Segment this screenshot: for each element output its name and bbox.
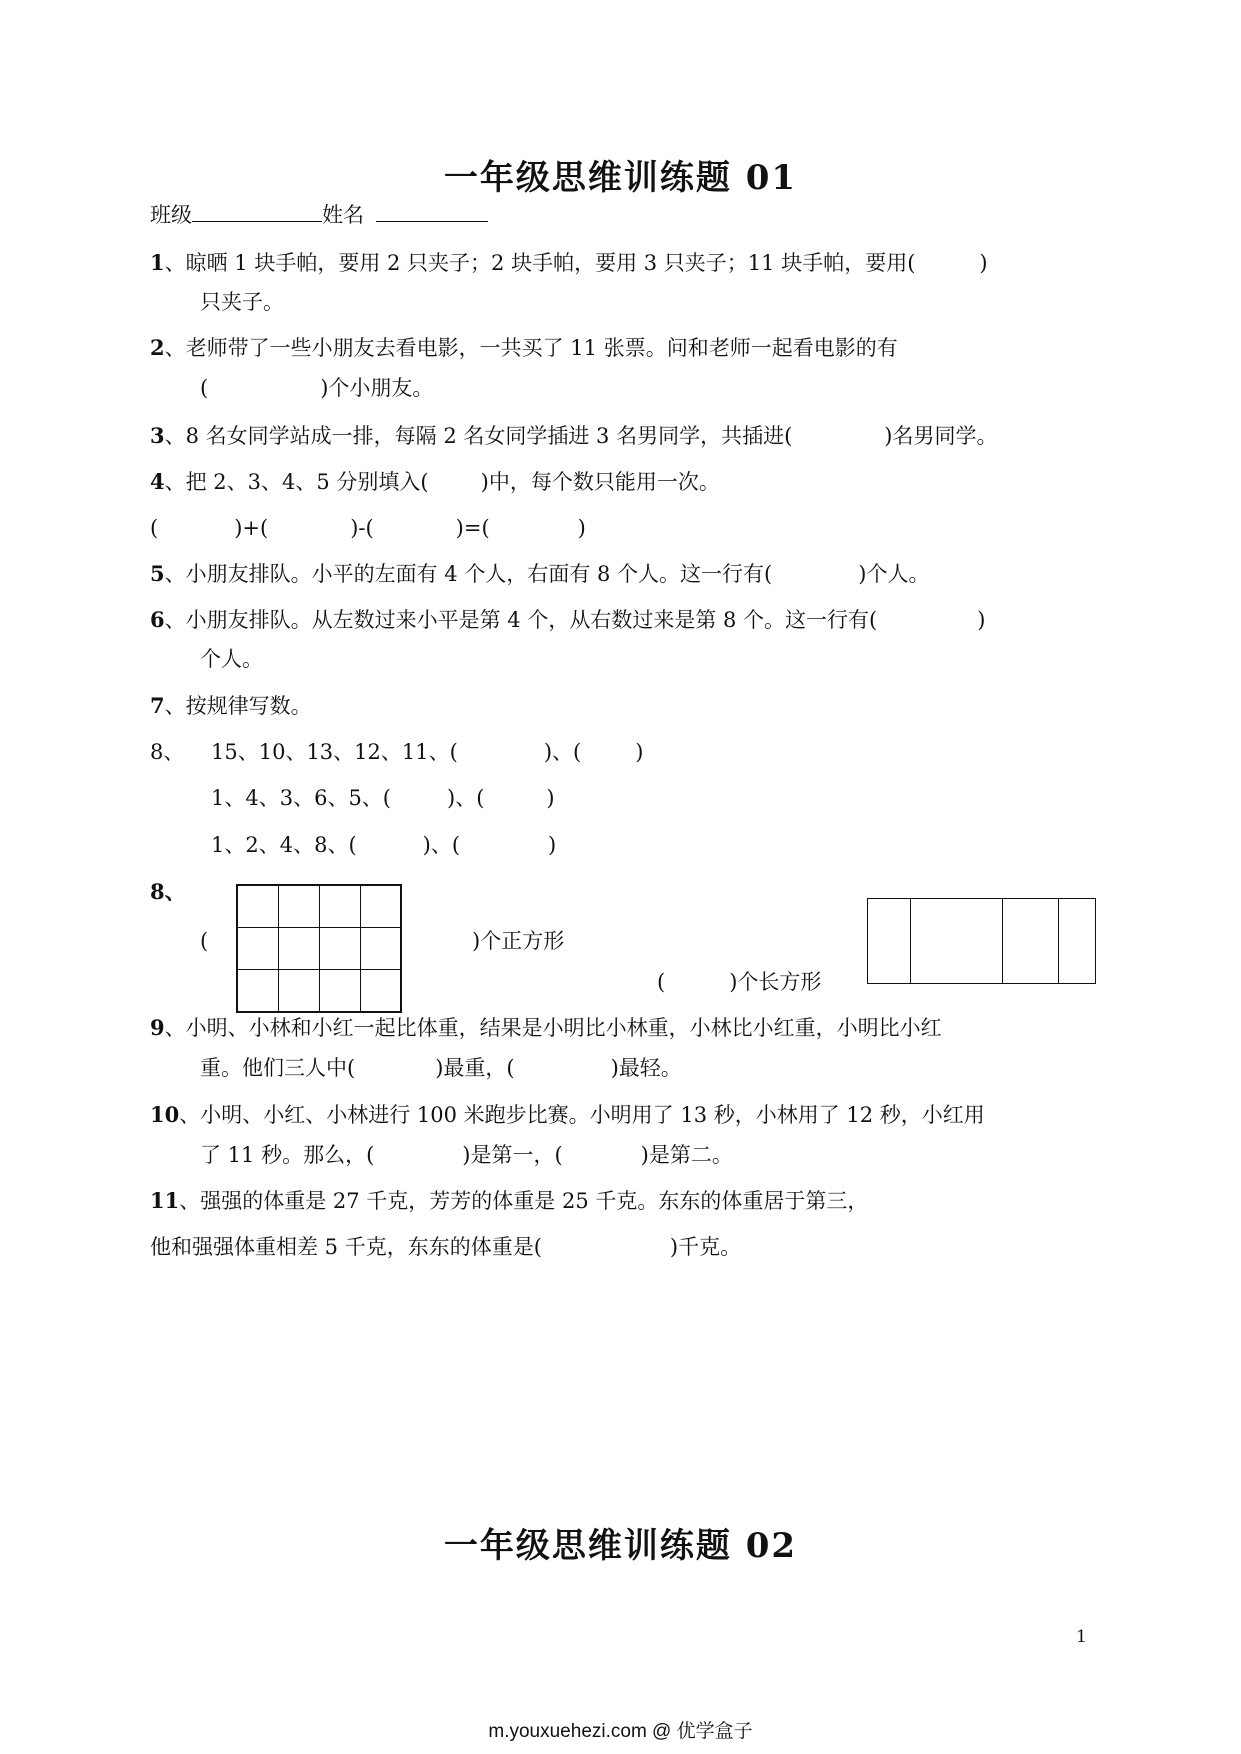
question-number: 2 xyxy=(150,335,165,360)
question-6 xyxy=(150,606,985,634)
question-number: 11 xyxy=(150,1188,180,1213)
question-text: 了 11 秒。那么，( xyxy=(200,1143,375,1167)
question-9-line2 xyxy=(200,1054,682,1082)
eq-part: ) xyxy=(577,516,586,540)
sequence-text: ) xyxy=(548,833,557,857)
question-6-line2: 个人。 xyxy=(200,647,263,671)
sequence-row-2 xyxy=(211,784,555,812)
question-text: 、晾晒 1 块手帕，要用 2 只夹子；2 块手帕，要用 3 只夹子；11 块手帕，要用( xyxy=(164,251,916,275)
question-number: 6 xyxy=(150,607,165,632)
question-number: 5 xyxy=(150,561,165,586)
question-number: 1 xyxy=(150,250,165,275)
divider-line xyxy=(910,899,911,983)
page-number: 1 xyxy=(1076,1627,1087,1647)
student-info-row xyxy=(150,201,488,229)
question-9 xyxy=(150,1014,942,1042)
question-11 xyxy=(150,1187,868,1215)
question-text: 、小明、小红、小林进行 100 米跑步比赛。小明用了 13 秒，小林用了 12 秒，小红用 xyxy=(179,1103,985,1127)
question-text: )名男同学。 xyxy=(884,424,998,448)
sequence-text: ) xyxy=(635,740,644,764)
paren-open: ( xyxy=(657,970,666,994)
footer-watermark: m.youxuehezi.com @ 优学盒子 xyxy=(488,1721,753,1742)
question-2-line2 xyxy=(200,374,433,402)
question-10 xyxy=(150,1101,985,1129)
question-text: 他和强强体重相差 5 千克，东东的体重是( xyxy=(150,1235,542,1259)
eq-part: ( xyxy=(150,516,159,540)
name-field[interactable] xyxy=(376,201,488,222)
question-7 xyxy=(150,692,312,720)
grid-cell xyxy=(237,969,279,1012)
sequence-text: 1、4、3、6、5、( xyxy=(211,786,391,810)
divider-line xyxy=(1002,899,1003,983)
question-number: 4 xyxy=(150,469,165,494)
divider-line xyxy=(1058,899,1059,983)
question-text: )中，每个数只能用一次。 xyxy=(480,470,720,494)
paren-open: ( xyxy=(200,929,209,953)
question-11-line2 xyxy=(150,1233,741,1261)
rectangles-label: )个长方形 xyxy=(729,970,822,994)
eq-part: )-( xyxy=(350,516,374,540)
squares-answer xyxy=(200,927,208,955)
question-number: 7 xyxy=(150,693,165,718)
sequence-text: ) xyxy=(546,786,555,810)
question-text: 、小朋友排队。小平的左面有 4 个人，右面有 8 个人。这一行有( xyxy=(164,562,773,586)
grid-cell xyxy=(360,885,401,928)
paren-open: ( xyxy=(200,376,209,400)
sequence-row-3 xyxy=(211,831,556,859)
question-text: 、按规律写数。 xyxy=(164,694,312,718)
grid-cell xyxy=(319,969,361,1012)
question-text: 、强强的体重是 27 千克，芳芳的体重是 25 千克。东东的体重居于第三， xyxy=(179,1189,869,1213)
paren-close: ) xyxy=(977,608,986,632)
question-4 xyxy=(150,468,720,496)
question-8-figures xyxy=(150,878,186,906)
rectangle-strip-figure xyxy=(867,898,1096,984)
question-1-line2: 只夹子。 xyxy=(200,290,284,314)
worksheet-title-02: 一年级思维训练题 02 xyxy=(443,1526,798,1566)
sequence-row-1 xyxy=(211,738,643,766)
name-label: 姓名 xyxy=(322,203,364,227)
sequence-text: )、( xyxy=(447,786,485,810)
question-number: 9 xyxy=(150,1015,165,1040)
question-number-sep: 、 xyxy=(164,879,186,904)
question-text: )个人。 xyxy=(858,562,930,586)
grid-cell xyxy=(278,885,320,928)
class-label: 班级 xyxy=(150,203,192,227)
question-text: 、小朋友排队。从左数过来小平是第 4 个，从右数过来是第 8 个。这一行有( xyxy=(164,608,878,632)
grid-cell xyxy=(319,885,361,928)
question-text: )是第二。 xyxy=(640,1143,733,1167)
question-number: 8 xyxy=(150,879,165,904)
question-text: )是第一，( xyxy=(462,1143,563,1167)
question-text: 、8 名女同学站成一排，每隔 2 名女同学插进 3 名男同学，共插进( xyxy=(164,424,793,448)
eq-part: )+( xyxy=(234,516,269,540)
squares-answer-blank[interactable] xyxy=(212,927,467,955)
question-text: )个小朋友。 xyxy=(320,376,434,400)
sequence-text: 1、2、4、8、( xyxy=(211,833,357,857)
question-1 xyxy=(150,249,988,277)
class-field[interactable] xyxy=(192,201,322,222)
grid-cell xyxy=(237,885,279,928)
sequence-text: )、( xyxy=(422,833,461,857)
grid-cell xyxy=(278,969,320,1012)
question-5 xyxy=(150,560,929,588)
question-text: )千克。 xyxy=(669,1235,742,1259)
question-10-line2 xyxy=(200,1141,733,1169)
worksheet-title-01: 一年级思维训练题 01 xyxy=(443,158,798,198)
paren-close: ) xyxy=(979,251,988,275)
question-number: 10 xyxy=(150,1102,180,1127)
question-text: 、小明、小林和小红一起比体重，结果是小明比小林重，小林比小红重，小明比小红 xyxy=(164,1016,942,1040)
eq-part: )=( xyxy=(455,516,490,540)
question-text: 、把 2、3、4、5 分别填入( xyxy=(164,470,429,494)
sequence-text: )、( xyxy=(543,740,582,764)
question-text: 重。他们三人中( xyxy=(200,1056,356,1080)
question-text: 、老师带了一些小朋友去看电影，一共买了 11 张票。问和老师一起看电影的有 xyxy=(164,336,898,360)
question-4-equation xyxy=(150,514,586,542)
rectangles-answer xyxy=(657,968,821,996)
sequence-prefix: 8、 xyxy=(150,740,185,764)
question-number: 3 xyxy=(150,423,165,448)
question-3 xyxy=(150,422,997,450)
question-2 xyxy=(150,334,898,362)
sequence-text: 15、10、13、12、11、( xyxy=(211,740,458,764)
grid-cell xyxy=(360,969,401,1012)
question-text: )最重，( xyxy=(435,1056,515,1080)
question-text: )最轻。 xyxy=(610,1056,682,1080)
squares-label: )个正方形 xyxy=(472,929,565,953)
